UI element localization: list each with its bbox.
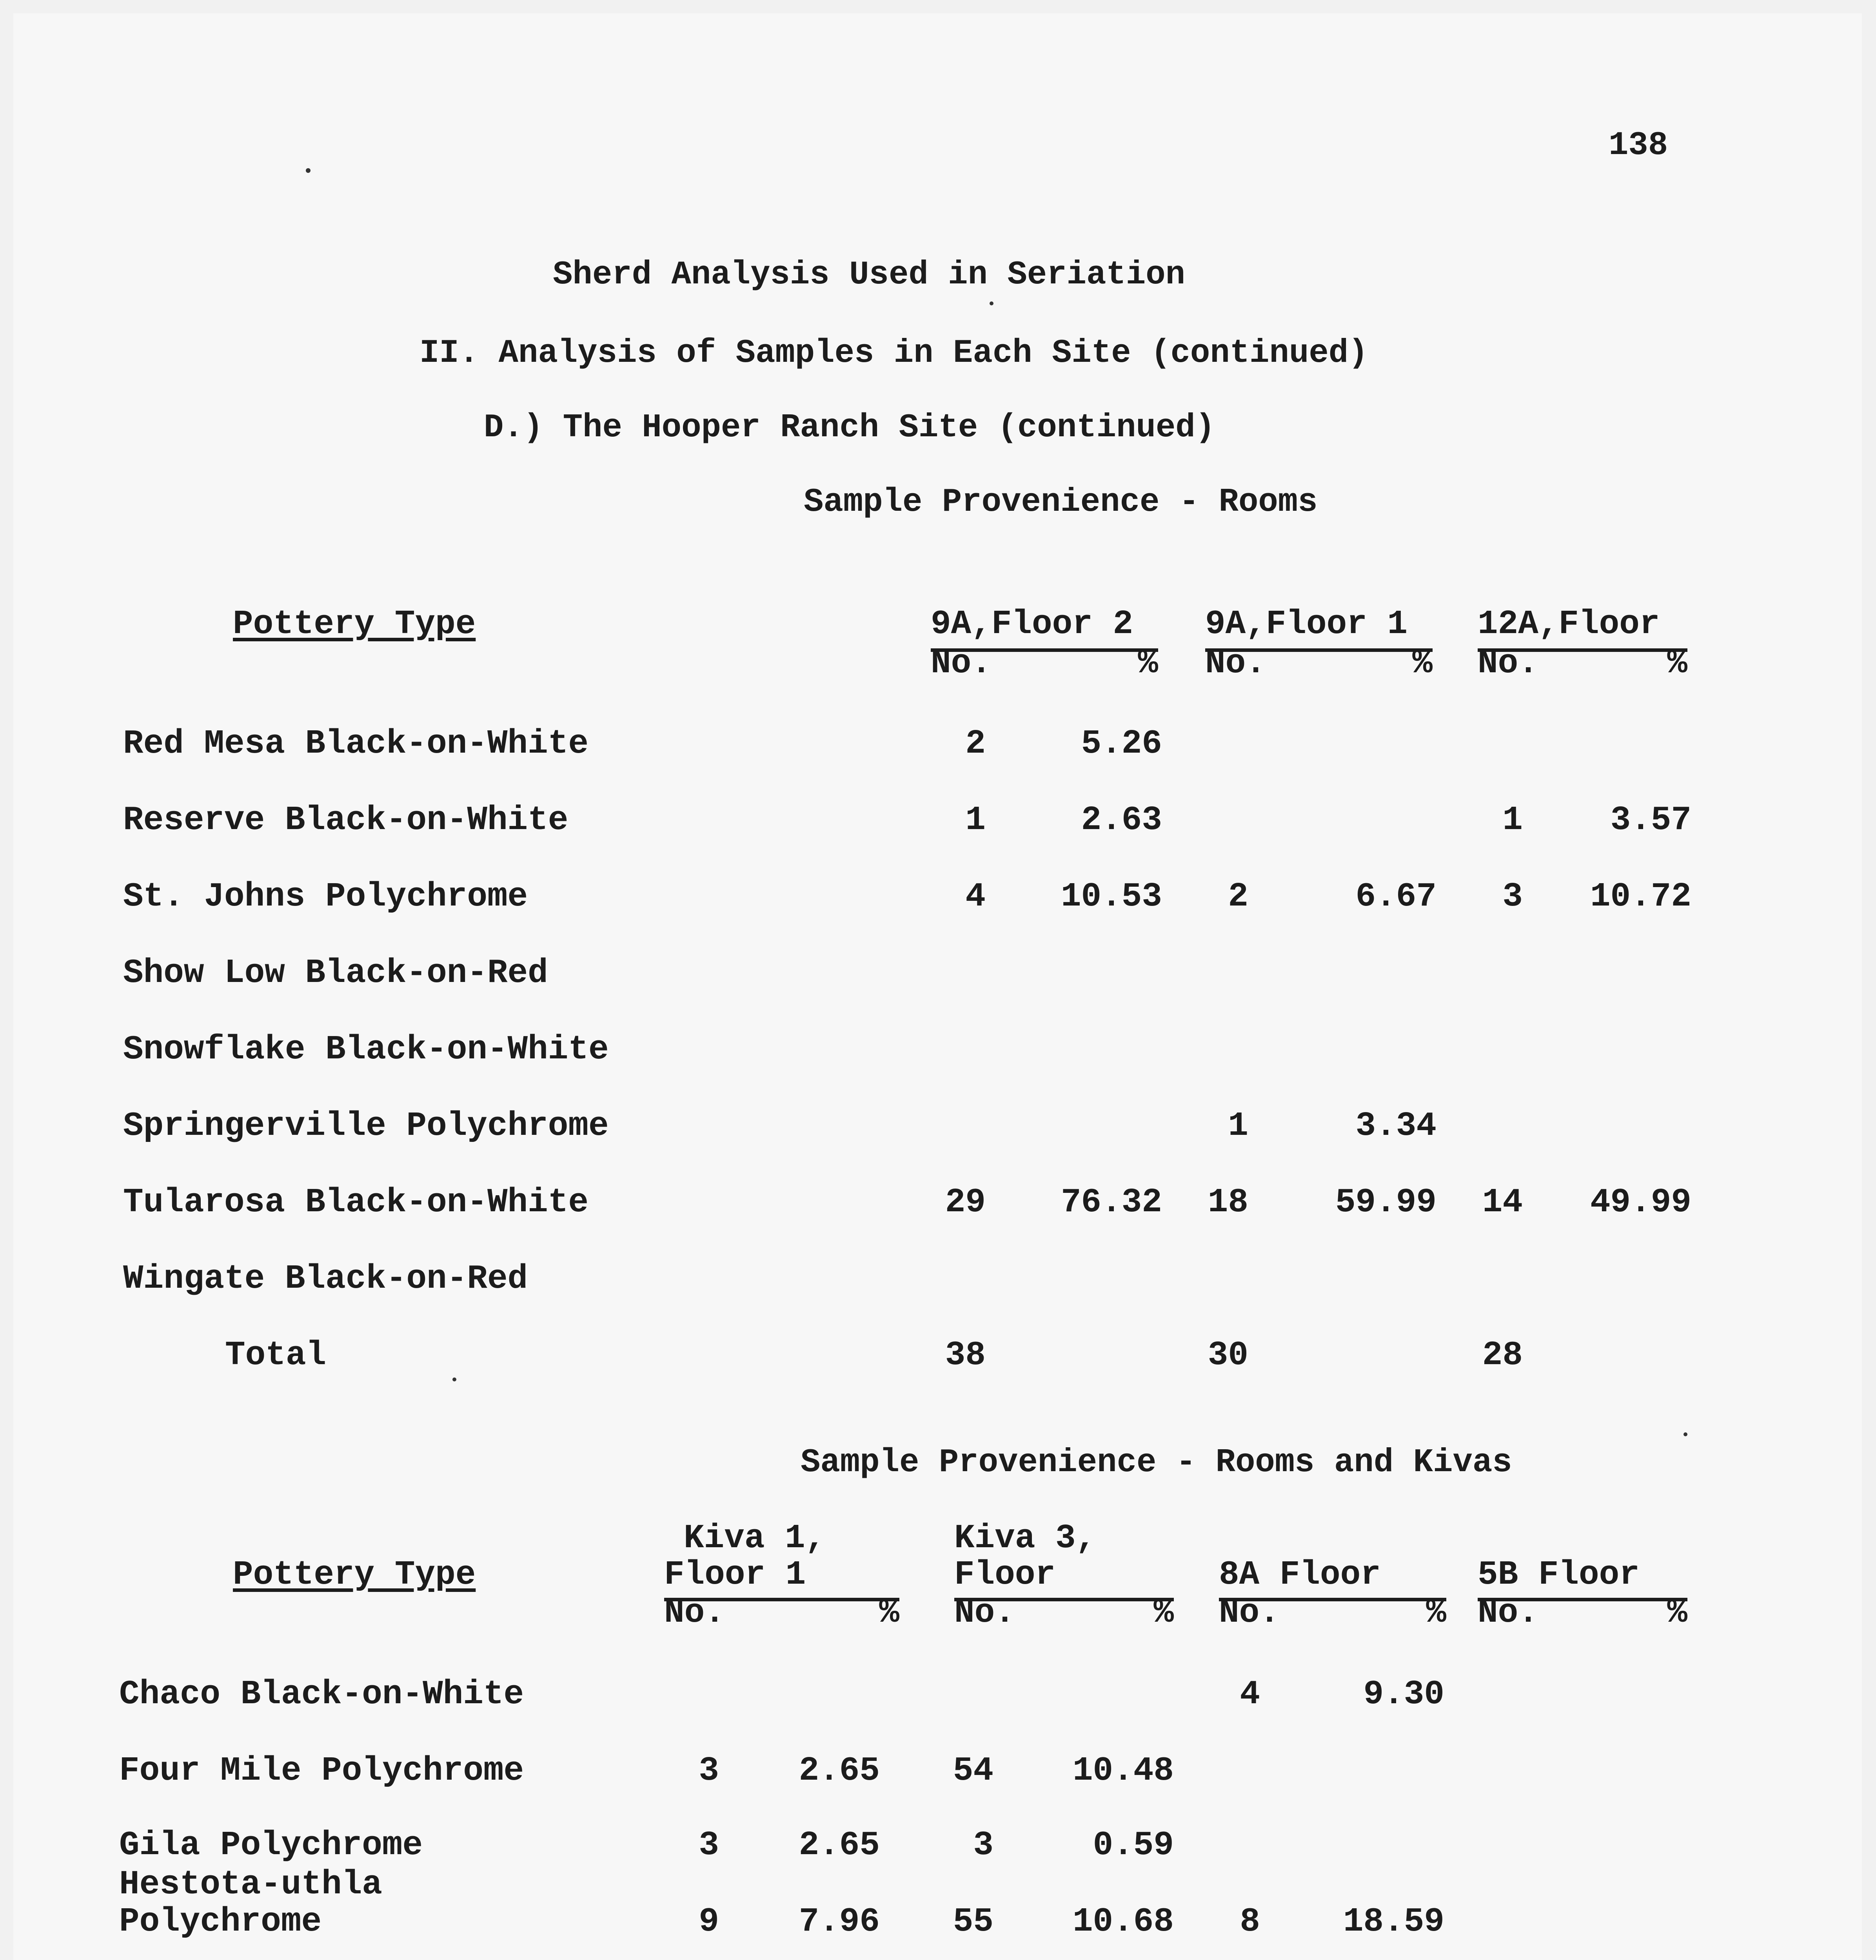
table1-row-label: Red Mesa Black-on-White bbox=[123, 724, 588, 763]
table1-cell: 2.63 bbox=[1081, 801, 1162, 839]
table2-cell: 8 bbox=[1240, 1902, 1260, 1941]
table1-cell: 3.57 bbox=[1610, 801, 1691, 839]
table1-cell: 29 bbox=[945, 1183, 986, 1221]
table2-cell: 3 bbox=[973, 1826, 993, 1864]
page-number: 138 bbox=[1609, 127, 1668, 164]
table1-caption: Sample Provenience - Rooms bbox=[804, 484, 1318, 521]
table2-row-label: Gila Polychrome bbox=[119, 1826, 423, 1864]
table1-pct-header: % bbox=[1667, 644, 1687, 682]
table2-no-header: No. bbox=[1219, 1593, 1280, 1632]
table1-cell: 59.99 bbox=[1335, 1183, 1437, 1221]
table2-row-label: Chaco Black-on-White bbox=[119, 1675, 524, 1713]
table2-group-label-2: 8A Floor bbox=[1219, 1555, 1381, 1594]
table1-type-header: Pottery Type bbox=[233, 605, 476, 643]
table2-row-label: Hestota-uthla bbox=[119, 1865, 382, 1904]
table2-pct-header: % bbox=[879, 1593, 899, 1632]
document-page bbox=[13, 13, 1862, 1960]
table1-cell: 28 bbox=[1482, 1336, 1523, 1374]
table1-cell: 2 bbox=[965, 724, 986, 763]
table1-row-label: Show Low Black-on-Red bbox=[123, 954, 548, 992]
table2-pct-header: % bbox=[1153, 1593, 1174, 1632]
table1-cell: 4 bbox=[965, 877, 986, 916]
table1-cell: 5.26 bbox=[1081, 724, 1162, 763]
table2-pct-header: % bbox=[1426, 1593, 1446, 1632]
table2-cell: 10.68 bbox=[1072, 1902, 1174, 1941]
title-line-3: D.) The Hooper Ranch Site (continued) bbox=[484, 409, 1215, 446]
table2-cell: 0.59 bbox=[1093, 1826, 1174, 1864]
table1-cell: 49.99 bbox=[1590, 1183, 1691, 1221]
table1-cell: 1 bbox=[1228, 1107, 1248, 1145]
table2-group-label-1: Kiva 1, bbox=[684, 1519, 826, 1557]
table1-no-header: No. bbox=[1478, 644, 1538, 682]
table1-row-label: Wingate Black-on-Red bbox=[123, 1259, 528, 1298]
table2-cell: 3 bbox=[699, 1751, 719, 1790]
table1-cell: 10.53 bbox=[1061, 877, 1162, 916]
table1-cell: 18 bbox=[1208, 1183, 1248, 1221]
table2-caption: Sample Provenience - Rooms and Kivas bbox=[801, 1444, 1512, 1481]
table1-cell: 1 bbox=[965, 801, 986, 839]
table2-group-label-1: Kiva 3, bbox=[954, 1519, 1096, 1557]
title-line-1: Sherd Analysis Used in Seriation bbox=[553, 256, 1186, 294]
table1-cell: 1 bbox=[1502, 801, 1523, 839]
table1-cell: 30 bbox=[1208, 1336, 1248, 1374]
table1-cell: 38 bbox=[945, 1336, 986, 1374]
table2-cell: 2.65 bbox=[799, 1751, 880, 1790]
table1-row-label: Snowflake Black-on-White bbox=[123, 1030, 609, 1069]
table1-pct-header: % bbox=[1138, 644, 1158, 682]
table2-no-header: No. bbox=[954, 1593, 1015, 1632]
table2-cell: 55 bbox=[953, 1902, 993, 1941]
table1-row-label: Springerville Polychrome bbox=[123, 1107, 609, 1145]
table2-row-label-cont: Polychrome bbox=[119, 1902, 322, 1941]
table2-cell: 3 bbox=[699, 1826, 719, 1864]
table1-no-header: No. bbox=[931, 644, 992, 682]
table2-pct-header: % bbox=[1667, 1593, 1687, 1632]
table2-cell: 9 bbox=[699, 1902, 719, 1941]
table2-cell: 18.59 bbox=[1343, 1902, 1444, 1941]
table1-group-label: 9A,Floor 1 bbox=[1205, 605, 1408, 643]
table2-cell: 9.30 bbox=[1363, 1675, 1444, 1713]
table2-no-header: No. bbox=[664, 1593, 725, 1632]
table2-cell: 54 bbox=[953, 1751, 993, 1790]
table1-cell: 3.34 bbox=[1355, 1107, 1437, 1145]
table1-cell: 76.32 bbox=[1061, 1183, 1162, 1221]
table1-no-header: No. bbox=[1205, 644, 1266, 682]
table1-cell: 14 bbox=[1482, 1183, 1523, 1221]
table2-no-header: No. bbox=[1478, 1593, 1538, 1632]
table2-cell: 4 bbox=[1240, 1675, 1260, 1713]
table1-group-label: 9A,Floor 2 bbox=[931, 605, 1133, 643]
table1-row-label: St. Johns Polychrome bbox=[123, 877, 528, 916]
table2-type-header: Pottery Type bbox=[233, 1555, 476, 1594]
table1-row-label: Reserve Black-on-White bbox=[123, 801, 568, 839]
table2-group-label-2: Floor 1 bbox=[664, 1555, 806, 1594]
table2-row-label: Four Mile Polychrome bbox=[119, 1751, 524, 1790]
table1-cell: 10.72 bbox=[1590, 877, 1691, 916]
table1-pct-header: % bbox=[1412, 644, 1433, 682]
table1-row-label: Tularosa Black-on-White bbox=[123, 1183, 588, 1221]
table2-group-label-2: Floor bbox=[954, 1555, 1056, 1594]
table2-cell: 2.65 bbox=[799, 1826, 880, 1864]
table1-cell: 3 bbox=[1502, 877, 1523, 916]
table2-cell: 10.48 bbox=[1072, 1751, 1174, 1790]
table2-group-label-2: 5B Floor bbox=[1478, 1555, 1640, 1594]
table1-cell: 6.67 bbox=[1355, 877, 1437, 916]
table1-group-label: 12A,Floor bbox=[1478, 605, 1660, 643]
table2-cell: 7.96 bbox=[799, 1902, 880, 1941]
title-line-2: II. Analysis of Samples in Each Site (continued) bbox=[420, 335, 1368, 372]
table1-cell: 2 bbox=[1228, 877, 1248, 916]
table1-total-label: Total bbox=[225, 1336, 327, 1374]
